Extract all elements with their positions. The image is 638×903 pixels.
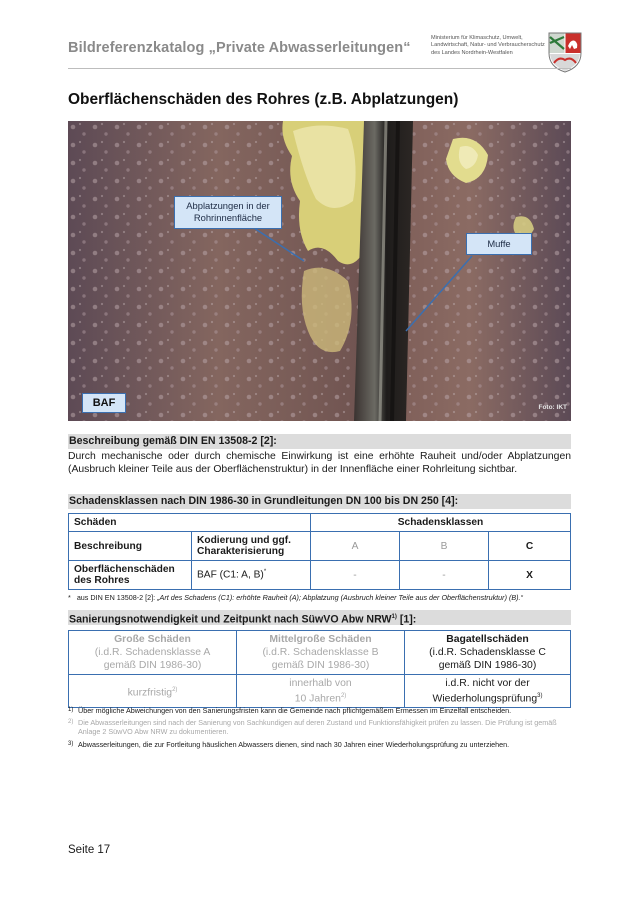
row-coding-mark: *: [263, 569, 267, 576]
timing-text: i.d.R. nicht vor der: [445, 678, 530, 689]
urgency-table: [68, 630, 571, 708]
timing-sup: 2): [340, 693, 347, 699]
header-coding: Kodierung und ggf. Charakterisierung: [192, 532, 311, 561]
damage-code-badge: BAF: [82, 393, 126, 413]
ministry-line: des Landes Nordrhein-Westfalen: [431, 49, 513, 56]
footnote-number: 1): [68, 707, 74, 713]
col-large-damages: [69, 631, 237, 675]
row-coding-text: BAF (C1: A, B): [197, 569, 264, 581]
urgency-footnote: [68, 706, 571, 715]
urgency-footnote: [68, 740, 571, 749]
timing-text: innerhalb von: [289, 678, 352, 689]
timing-text: Wiederholungsprüfung: [432, 693, 538, 705]
header-damages: Schäden: [69, 514, 311, 532]
urgency-heading-tail: [1]:: [396, 613, 417, 626]
footnote-text: aus DIN EN 13508-2 [2]:: [76, 593, 156, 602]
timing-minor: [405, 675, 571, 708]
row-class-a: -: [311, 561, 400, 590]
damage-class-table: [68, 513, 571, 590]
pipe-damage-photo: [68, 121, 571, 421]
page-title: Oberflächenschäden des Rohres (z.B. Abplatzungen): [68, 91, 459, 108]
footnote-number: 3): [68, 741, 74, 747]
footnote-body: Die Abwasserleitungen sind nach der Sanierung von Sachkundigen auf deren Zustand und Funktionsfähigkeit prüfen zu lassen. Die Prüfung ist gemäß Anlage 2 SüwVO Abw NRW zu dokumentieren.: [78, 718, 557, 736]
urgency-footnote: [68, 718, 571, 736]
callout-spalling: [174, 196, 282, 229]
col-sub: gemäß DIN 1986-30): [438, 660, 537, 671]
col-minor-damages: [405, 631, 571, 675]
urgency-heading-text: Sanierungsnotwendigkeit und Zeitpunkt nach SüwVO Abw NRW: [69, 613, 392, 626]
footnote-body: Abwasserleitungen, die zur Fortleitung häuslichen Abwassers dienen, sind nach 30 Jahren einer Wiederholungsprüfung zu unterziehen.: [78, 740, 510, 749]
timing-sup: 2): [172, 686, 178, 693]
table-footnote: [68, 593, 523, 602]
ministry-name: [431, 35, 543, 57]
timing-sup: 3): [537, 693, 543, 699]
col-medium-damages: [237, 631, 405, 675]
timing-medium: [237, 675, 405, 708]
pipe-surface-image: [68, 121, 571, 421]
footnote-number: 2): [68, 719, 74, 725]
header-damage-classes: Schadensklassen: [311, 514, 571, 532]
class-b-header: B: [400, 532, 489, 561]
header-title: Bildreferenzkatalog „Private Abwasserleitungen“: [68, 40, 411, 56]
page-number: Seite 17: [68, 844, 111, 856]
footnote-mark: *: [68, 593, 71, 602]
footnote-body: Über mögliche Abweichungen von den Sanierungsfristen kann die Gemeinde nach pflichtgemäßem Ermessen im Einzelfall entscheiden.: [78, 706, 512, 715]
callout-socket: Muffe: [466, 233, 532, 255]
row-class-c: X: [489, 561, 571, 590]
section-heading-description: Beschreibung gemäß DIN EN 13508-2 [2]:: [68, 434, 571, 449]
col-title: Große Schäden: [114, 634, 191, 645]
ministry-line: Ministerium für Klimaschutz, Umwelt,: [431, 35, 523, 41]
timing-text: kurzfristig: [127, 686, 173, 698]
nrw-coat-of-arms-icon: [547, 31, 583, 73]
col-title: Mittelgroße Schäden: [269, 634, 372, 645]
header-rule: [68, 68, 571, 69]
footnote-quote: „Art des Schadens (C1): erhöhte Rauheit (A); Abplatzung (Ausbruch kleiner Teile aus der Oberflächenstruktur) (B).“: [157, 593, 523, 602]
col-sub: gemäß DIN 1986-30): [271, 660, 370, 671]
class-a-header: A: [311, 532, 400, 561]
header-description: Beschreibung: [69, 532, 192, 561]
urgency-heading-sup: 1): [391, 614, 397, 620]
col-title: Bagatellschäden: [446, 634, 529, 645]
section-heading-urgency: [68, 610, 571, 625]
row-class-b: -: [400, 561, 489, 590]
description-text: Durch mechanische oder durch chemische Einwirkung ist eine erhöhte Rauheit und/oder Abplatzungen (Ausbruch kleiner Teile aus der Oberflächenstruktur) in der Innenfläche einer Rohrleitung sichtbar.: [68, 451, 571, 476]
timing-large: [69, 675, 237, 708]
col-sub: (i.d.R. Schadensklasse C: [429, 647, 546, 658]
callout-spalling-line: Rohrinnenfläche: [193, 212, 263, 223]
col-sub: (i.d.R. Schadensklasse A: [94, 647, 211, 658]
row-coding: [192, 561, 311, 590]
section-heading-damage-classes: Schadensklassen nach DIN 1986-30 in Grundleitungen DN 100 bis DN 250 [4]:: [68, 494, 571, 509]
timing-text: 10 Jahren: [294, 693, 341, 705]
col-sub: gemäß DIN 1986-30): [103, 660, 202, 671]
col-sub: (i.d.R. Schadensklasse B: [262, 647, 379, 658]
photo-credit: Foto: IKT: [538, 404, 567, 411]
class-c-header: C: [489, 532, 571, 561]
ministry-line: Landwirtschaft, Natur- und Verbraucherschutz: [431, 42, 545, 49]
callout-spalling-line: Abplatzungen in der: [186, 200, 270, 211]
row-description: Oberflächenschäden des Rohres: [69, 561, 192, 590]
